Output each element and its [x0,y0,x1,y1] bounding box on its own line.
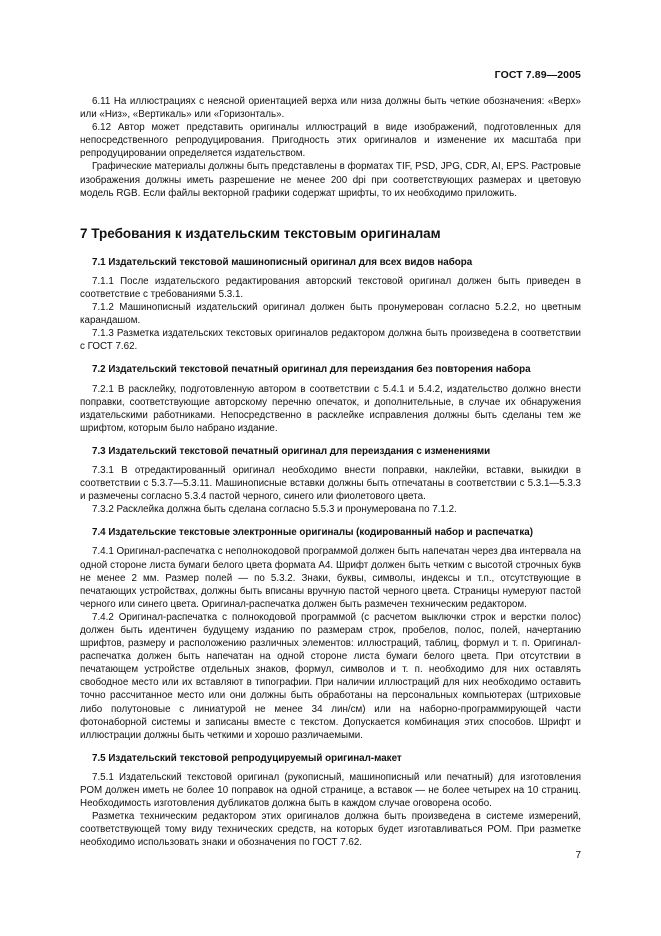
paragraph: 7.1.2 Машинописный издательский оригинал должен быть пронумерован согласно 5.2.2, но цветным карандашом. [80,302,581,327]
paragraph: 7.1.1 После издательского редактирования авторский текстовой оригинал должен быть приведен в соответствие с требованиями 5.3.1. [80,275,581,300]
paragraph: Разметка техническим редактором этих оригиналов должна быть произведена в системе измерений, соответствующей тому виду технических средств, на которых будет изготавливаться РОМ. При разметке необходимо использовать знаки и обозначения по ГОСТ 7.62. [80,811,581,849]
paragraph: 7.3.1 В отредактированный оригинал необходимо внести поправки, наклейки, вставки, выкидки в соответствии с 5.3.7—5.3.11. Машинописные вставки должны быть отпечатаны в соответствии с 5.3.1—5.3.3 и размечены согласно 5.3.4 пастой черного, синего или фиолетового цвета. [80,464,581,503]
section-7 [80,226,581,850]
paragraph: 7.1.3 Разметка издательских текстовых оригиналов редактором должна быть произведена в соответствии с ГОСТ 7.62. [80,328,581,353]
paragraph: 7.3.2 Расклейка должна быть сделана согласно 5.5.3 и пронумерована по 7.1.2. [92,504,457,516]
document-body [80,95,581,850]
paragraph: 7.5.1 Издательский текстовой оригинал (рукописный, машинописный или печатный) для изготовления РОМ должен иметь не более 10 поправок на одной странице, а вставок — не более четырех на 10 страниц. Необходимость изготовления дубликатов должна быть в каждом случае оговорена особо. [80,771,581,810]
section-heading: 7 Требования к издательским текстовым оригиналам [80,225,441,241]
paragraph: 7.4.2 Оригинал-распечатка с полнокодовой программой (с расчетом выключки строк и верстки полос) должен быть идентичен будущему изданию по размерам строк, пробелов, полос, полей, начертанию шрифтов, размеру и расположению различных элементов: иллюстраций, таблиц, формул и т. п. Оригинал-распечатка должен быть напечатан на одной стороне листа бумаги белого цвета. При отсутствии в печатающем устройстве отдельных знаков, формул, символов и т. п. необходимо для них оставлять свободное место или их вставляют в типографии. При наличии иллюстраций для них необходимо оставить точно рассчитанное место или они должны быть обработаны на персональных компьютерах (штриховые либо полутоновые с линиатурой не менее 34 лин/см) или на наборно-программирующей части фотонаборной системы и записаны вместе с текстом. Допускается комбинация этих способов. Шрифт и иллюстрации должны быть четкими и хорошо различаемыми. [80,611,581,741]
subsection-heading: 7.4 Издательские текстовые электронные оригиналы (кодированный набор и распечатка) [92,527,533,539]
subsection-heading: 7.3 Издательский текстовой печатный оригинал для переиздания с изменениями [92,445,491,457]
paragraph: 7.2.1 В расклейку, подготовленную автором в соответствии с 5.4.1 и 5.4.2, издательство должно внести поправки, соответствующие авторскому перечню опечаток, и дополнительные, в случае их обнаружения издательскими работниками. Непосредственно в расклейке исправления должны быть сделаны тем же шрифтом, которым было набрано издание. [80,383,581,434]
subsection-heading: 7.1 Издательский текстовой машинописный оригинал для всех видов набора [92,256,473,268]
paragraph: Графические материалы должны быть представлены в форматах TIF, PSD, JPG, CDR, AI, EPS. Растровые изображения должны иметь разрешение не менее 200 dpi при соответствующих размерах и цветовую модель RGB. Если файлы векторной графики содержат шрифты, то их необходимо приложить. [80,161,581,199]
paragraph: 6.12 Автор может представить оригиналы иллюстраций в виде изображений, подготовленных для непосредственного репродуцирования. Пригодность этих оригиналов и изменение их масштаба при репродуцировании определяется издательством. [80,122,581,160]
paragraph: 6.11 На иллюстрациях с неясной ориентацией верха или низа должны быть четкие обозначения: «Верх» или «Низ», «Вертикаль» или «Горизонталь». [80,96,581,121]
document-code-header: ГОСТ 7.89—2005 [494,69,581,81]
paragraph: 7.4.1 Оригинал-распечатка с неполнокодовой программой должен быть напечатан через два интервала на одной стороне листа бумаги белого цвета формата А4. Шрифт должен быть четким с высотой строчных букв не менее 2 мм. Размер полей — по 5.3.2. Знаки, буквы, символы, индексы и т.п., отсутствующие в печатающих устройствах, должны быть вписаны вручную пастой черного цвета. Страницы нумеруют пастой черного или синего цвета. Оригинал-распечатка должен быть размечен техническим редактором. [80,546,581,610]
section-6-continuation [80,95,581,200]
subsection-heading: 7.2 Издательский текстовой печатный оригинал для переиздания без повторения набора [92,364,531,376]
page-number: 7 [575,850,581,861]
subsection-heading: 7.5 Издательский текстовой репродуцируемый оригинал-макет [92,752,402,764]
